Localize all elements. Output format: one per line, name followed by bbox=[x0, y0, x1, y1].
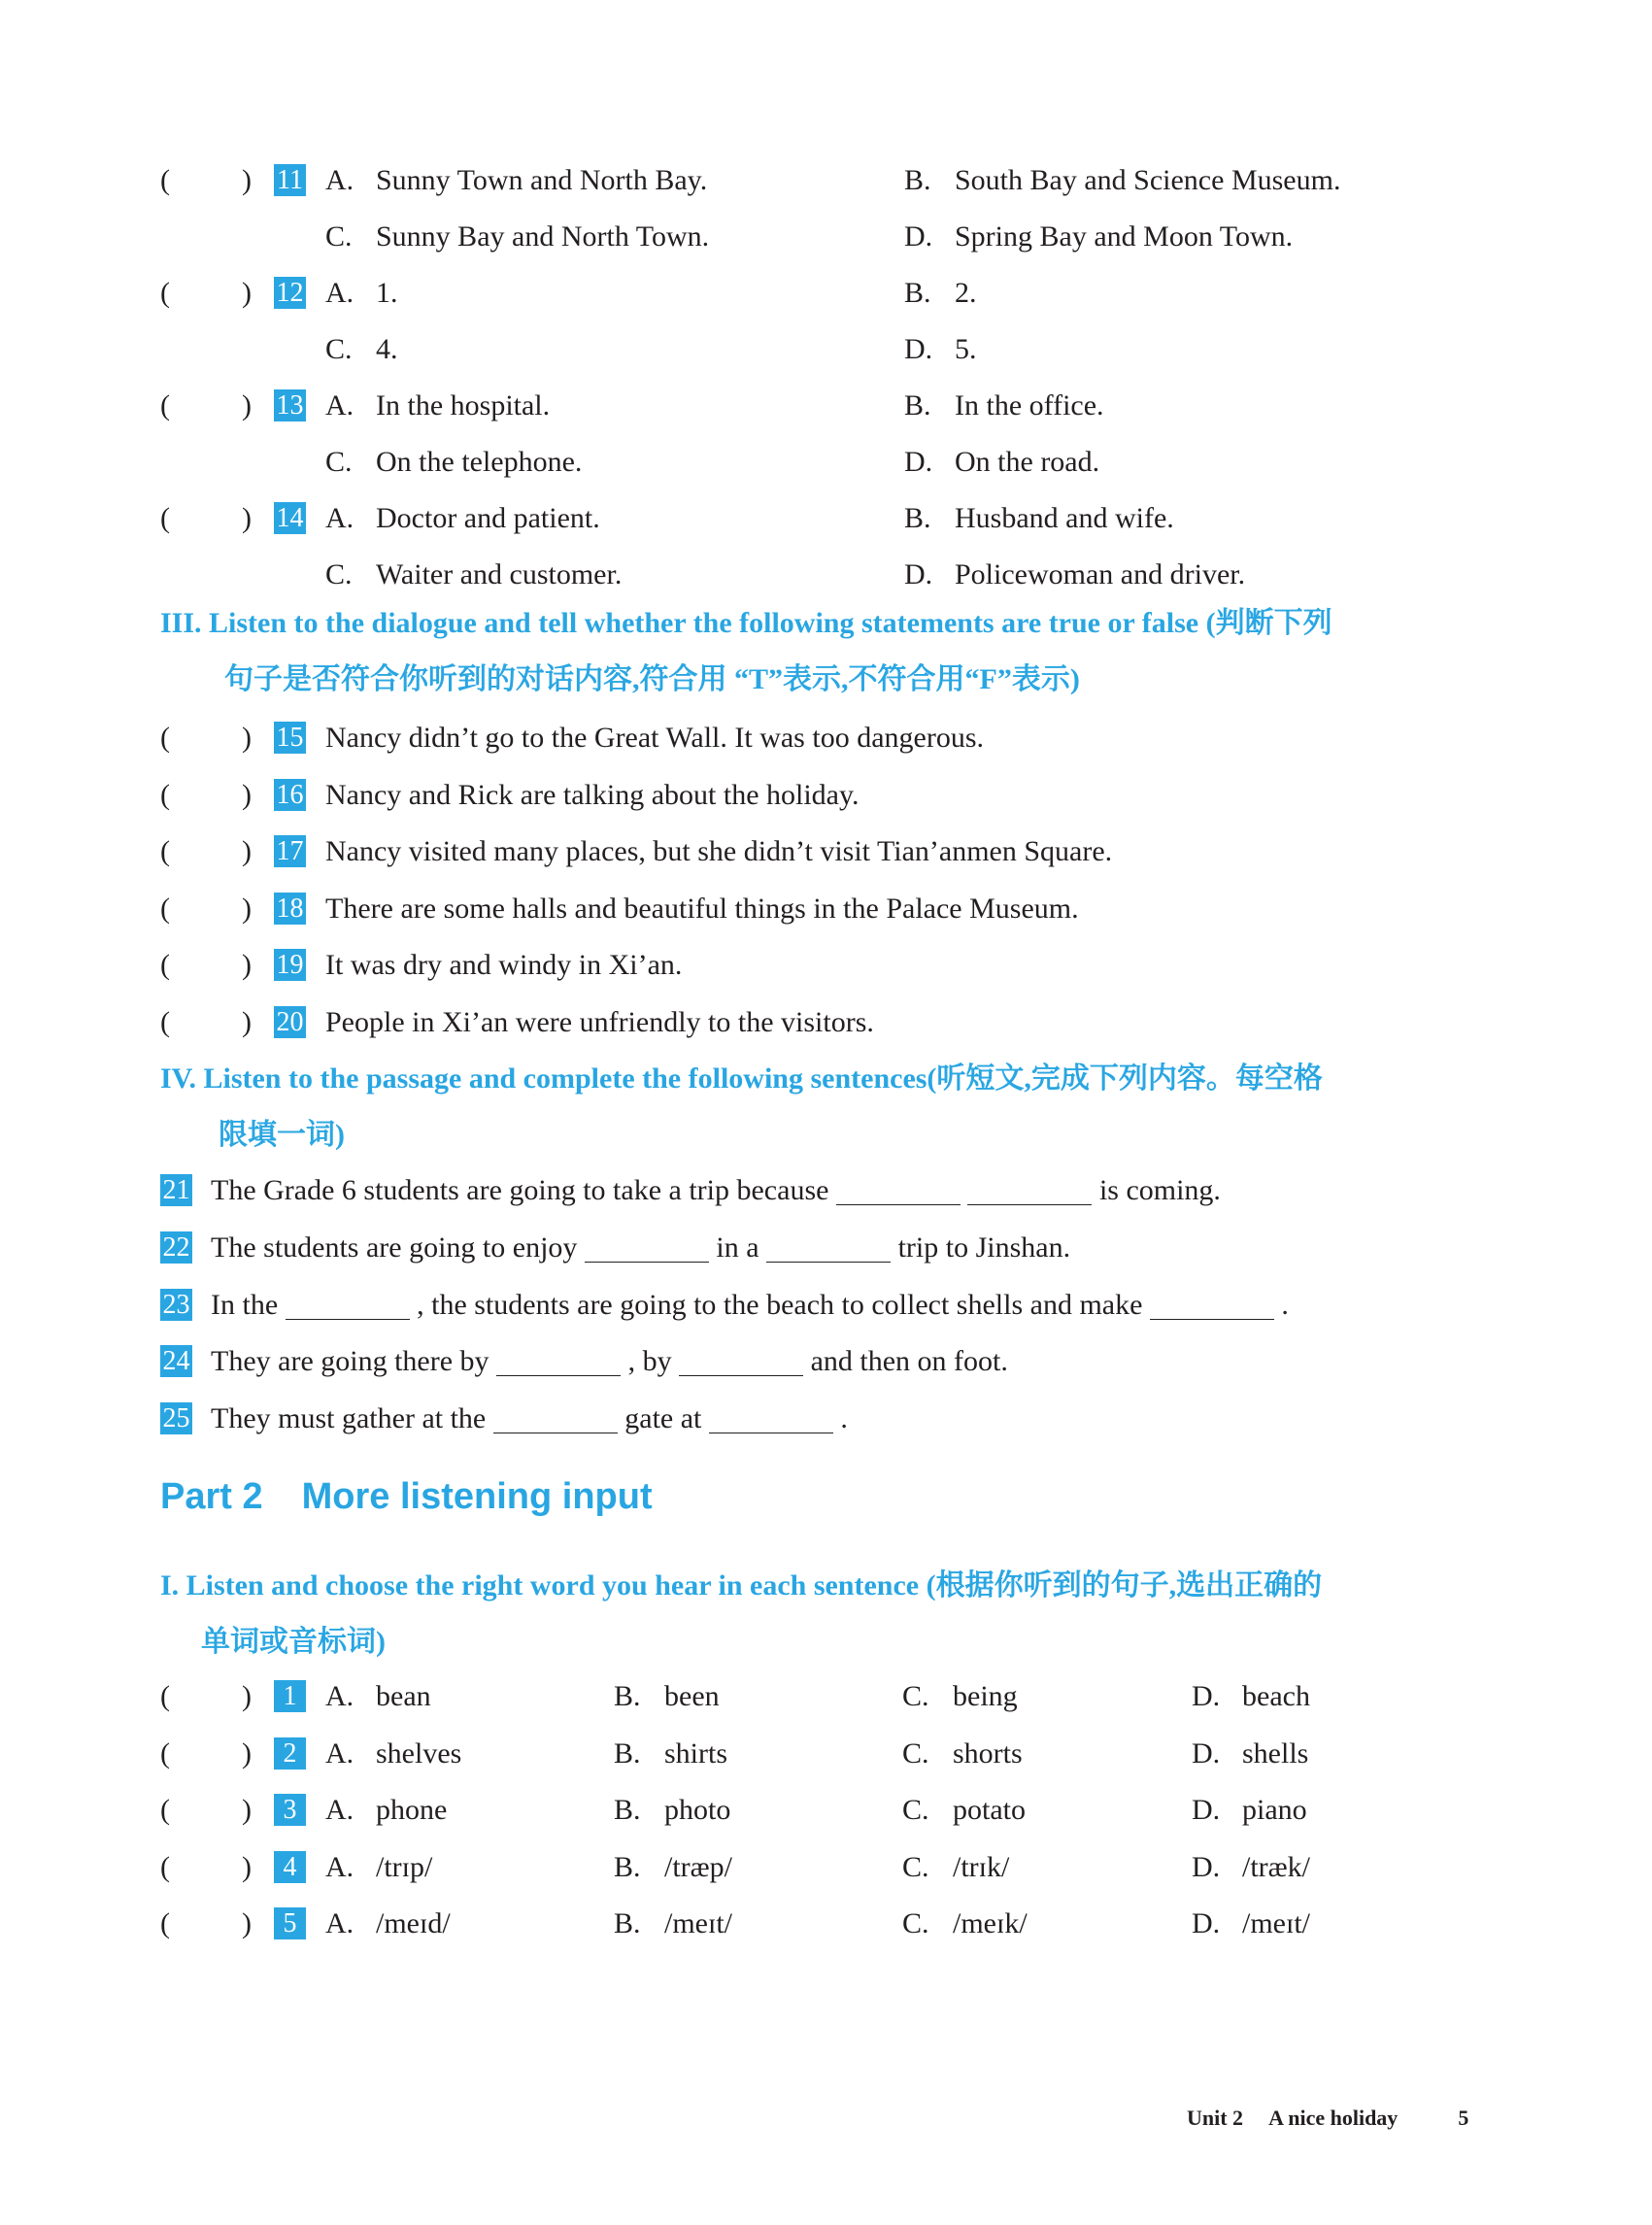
section-4-heading-line1: IV. Listen to the passage and complete the following sentences(听短文,完成下列内容。每空格 bbox=[160, 1062, 1323, 1095]
answer-blank[interactable] bbox=[585, 1232, 709, 1263]
option-letter: A. bbox=[325, 1907, 354, 1940]
option-letter: D. bbox=[1192, 1680, 1221, 1712]
option-c bbox=[902, 1791, 1026, 1830]
sentence-text: trip to Jinshan. bbox=[897, 1230, 1071, 1264]
answer-bracket-right: ) bbox=[242, 164, 252, 196]
sentence-row bbox=[160, 1171, 1423, 1210]
option-text: 4. bbox=[376, 333, 398, 365]
option-letter: C. bbox=[325, 333, 353, 365]
answer-bracket-left[interactable]: ( bbox=[160, 778, 170, 811]
answer-blank[interactable] bbox=[493, 1403, 618, 1433]
question-row-continued bbox=[160, 330, 1423, 369]
part2-section-1-heading bbox=[160, 1558, 1520, 1674]
option-d bbox=[1192, 1905, 1310, 1943]
question-row bbox=[160, 499, 1423, 538]
option-b bbox=[614, 1848, 732, 1887]
answer-bracket-left[interactable]: ( bbox=[160, 502, 170, 534]
statement-row bbox=[160, 776, 1423, 815]
statement-row bbox=[160, 1003, 1423, 1042]
answer-bracket-right: ) bbox=[242, 1006, 252, 1038]
option-letter: B. bbox=[904, 164, 931, 196]
option-letter: D. bbox=[904, 446, 933, 478]
answer-bracket-right: ) bbox=[242, 835, 252, 868]
answer-bracket-right: ) bbox=[242, 277, 252, 309]
option-c bbox=[325, 443, 582, 482]
option-text: On the telephone. bbox=[376, 446, 583, 478]
answer-bracket-left[interactable]: ( bbox=[160, 1680, 170, 1712]
option-d bbox=[1192, 1791, 1307, 1830]
question-number: 22 bbox=[160, 1231, 192, 1264]
question-number: 14 bbox=[274, 502, 306, 534]
option-letter: B. bbox=[904, 389, 931, 421]
option-text: /træp/ bbox=[664, 1850, 733, 1883]
statement-text: People in Xi’an were unfriendly to the visitors. bbox=[325, 1006, 874, 1038]
answer-bracket-right: ) bbox=[242, 1736, 252, 1770]
page-footer bbox=[1187, 2106, 1468, 2131]
option-a bbox=[325, 1735, 461, 1773]
statement-text: Nancy and Rick are talking about the holiday. bbox=[325, 778, 860, 811]
option-letter: A. bbox=[325, 502, 354, 534]
sentence-text: , by bbox=[627, 1345, 672, 1378]
question-number: 15 bbox=[274, 722, 306, 754]
answer-blank[interactable] bbox=[709, 1403, 833, 1433]
option-text: shelves bbox=[376, 1736, 462, 1770]
statement-row bbox=[160, 832, 1423, 871]
answer-bracket-right: ) bbox=[242, 1850, 252, 1883]
option-a bbox=[325, 1791, 447, 1830]
question-row-continued bbox=[160, 443, 1423, 482]
option-letter: B. bbox=[614, 1794, 641, 1827]
answer-bracket-right: ) bbox=[242, 1907, 252, 1940]
option-letter: C. bbox=[325, 558, 353, 590]
option-text: /træk/ bbox=[1242, 1850, 1311, 1883]
part-2-name: More listening input bbox=[301, 1476, 653, 1517]
sentence-text: . bbox=[840, 1402, 848, 1435]
question-number: 5 bbox=[274, 1907, 306, 1939]
answer-bracket-left[interactable]: ( bbox=[160, 835, 170, 868]
option-letter: B. bbox=[614, 1736, 641, 1770]
option-letter: D. bbox=[904, 220, 933, 253]
option-c bbox=[902, 1735, 1023, 1773]
option-text: Spring Bay and Moon Town. bbox=[955, 220, 1294, 253]
question-number: 23 bbox=[160, 1289, 192, 1321]
question-row bbox=[160, 1791, 1520, 1830]
question-number: 3 bbox=[274, 1794, 306, 1826]
option-letter: A. bbox=[325, 1850, 354, 1883]
option-text: photo bbox=[664, 1794, 731, 1827]
option-a bbox=[325, 1677, 431, 1716]
sentence-row bbox=[160, 1342, 1423, 1381]
sentence-row bbox=[160, 1399, 1423, 1438]
option-text: South Bay and Science Museum. bbox=[955, 164, 1341, 196]
option-a bbox=[325, 499, 600, 538]
option-letter: B. bbox=[904, 277, 931, 309]
answer-bracket-left[interactable]: ( bbox=[160, 1850, 170, 1883]
option-d bbox=[904, 218, 1293, 256]
option-letter: B. bbox=[614, 1680, 641, 1712]
option-text: shorts bbox=[953, 1736, 1023, 1770]
sentence-text: is coming. bbox=[1098, 1174, 1221, 1206]
option-b bbox=[904, 274, 977, 313]
option-b bbox=[614, 1677, 720, 1716]
part-2-title bbox=[160, 1476, 653, 1518]
section-3-heading-line2: 句子是否符合你听到的对话内容,符合用 “T”表示,不符合用“F”表示) bbox=[224, 663, 1080, 695]
question-row-continued bbox=[160, 218, 1423, 256]
option-text: /meɪk/ bbox=[953, 1907, 1028, 1940]
option-text: being bbox=[953, 1680, 1018, 1712]
option-b bbox=[904, 387, 1104, 425]
option-text: phone bbox=[376, 1794, 448, 1827]
option-d bbox=[1192, 1677, 1310, 1716]
answer-bracket-right: ) bbox=[242, 722, 252, 754]
question-number: 4 bbox=[274, 1851, 306, 1883]
part2-section-1-heading-line1: I. Listen and choose the right word you hear in each sentence (根据你听到的句子,选出正确的 bbox=[160, 1569, 1323, 1601]
answer-bracket-right: ) bbox=[242, 502, 252, 534]
option-letter: A. bbox=[325, 389, 354, 421]
option-text: Sunny Town and North Bay. bbox=[376, 164, 708, 196]
question-number: 1 bbox=[274, 1680, 306, 1712]
answer-bracket-left[interactable]: ( bbox=[160, 722, 170, 754]
section-4-heading-line2: 限填一词) bbox=[219, 1119, 345, 1151]
answer-bracket-right: ) bbox=[242, 1794, 252, 1827]
option-b bbox=[614, 1791, 730, 1830]
option-letter: D. bbox=[904, 558, 933, 590]
statement-row bbox=[160, 890, 1423, 928]
question-row bbox=[160, 1677, 1520, 1716]
option-c bbox=[902, 1677, 1018, 1716]
option-a bbox=[325, 274, 398, 313]
option-letter: A. bbox=[325, 164, 354, 196]
statement-row bbox=[160, 946, 1423, 985]
option-letter: A. bbox=[325, 1680, 354, 1712]
sentence bbox=[211, 1171, 1221, 1210]
sentence bbox=[211, 1399, 848, 1438]
statement-text: Nancy didn’t go to the Great Wall. It was too dangerous. bbox=[325, 722, 984, 754]
option-text: 5. bbox=[955, 333, 977, 365]
option-text: beach bbox=[1242, 1680, 1310, 1712]
sentence-text: , the students are going to the beach to collect shells and make bbox=[417, 1288, 1143, 1321]
part-2-label: Part 2 bbox=[160, 1476, 263, 1517]
option-letter: D. bbox=[1192, 1907, 1221, 1940]
option-text: On the road. bbox=[955, 446, 1100, 478]
footer-page-number: 5 bbox=[1458, 2106, 1469, 2130]
statement-text: There are some halls and beautiful things in the Palace Museum. bbox=[325, 892, 1079, 925]
option-c bbox=[325, 556, 622, 594]
option-a bbox=[325, 387, 550, 425]
option-text: shirts bbox=[664, 1736, 728, 1770]
statement-text: It was dry and windy in Xi’an. bbox=[325, 949, 683, 982]
question-number: 18 bbox=[274, 893, 306, 925]
answer-bracket-right: ) bbox=[242, 949, 252, 982]
option-letter: A. bbox=[325, 1794, 354, 1827]
answer-bracket-left[interactable]: ( bbox=[160, 949, 170, 982]
question-row bbox=[160, 1848, 1520, 1887]
question-row bbox=[160, 161, 1423, 200]
option-b bbox=[614, 1735, 727, 1773]
question-number: 21 bbox=[160, 1174, 192, 1206]
option-letter: B. bbox=[904, 502, 931, 534]
option-c bbox=[325, 218, 709, 256]
answer-blank[interactable] bbox=[766, 1232, 891, 1263]
sentence-text: in a bbox=[716, 1230, 759, 1264]
option-text: been bbox=[664, 1680, 720, 1712]
answer-bracket-left[interactable]: ( bbox=[160, 164, 170, 196]
answer-bracket-right: ) bbox=[242, 892, 252, 925]
question-row bbox=[160, 387, 1423, 425]
option-letter: C. bbox=[902, 1907, 929, 1940]
sentence-text: The students are going to enjoy bbox=[211, 1230, 578, 1264]
question-number: 19 bbox=[274, 949, 306, 981]
option-letter: C. bbox=[325, 220, 353, 253]
option-text: piano bbox=[1242, 1794, 1307, 1827]
statement-text: Nancy visited many places, but she didn’t visit Tian’anmen Square. bbox=[325, 835, 1113, 868]
option-letter: D. bbox=[1192, 1850, 1221, 1883]
answer-bracket-left[interactable]: ( bbox=[160, 389, 170, 421]
option-text: bean bbox=[376, 1680, 431, 1712]
option-text: Husband and wife. bbox=[955, 502, 1174, 534]
sentence-text: They are going there by bbox=[211, 1345, 489, 1378]
option-a bbox=[325, 1848, 432, 1887]
answer-blank[interactable] bbox=[286, 1290, 410, 1320]
option-text: 1. bbox=[376, 277, 398, 309]
option-letter: B. bbox=[614, 1907, 641, 1940]
question-number: 2 bbox=[274, 1737, 306, 1770]
sentence-row bbox=[160, 1229, 1423, 1267]
sentence-text: They must gather at the bbox=[211, 1402, 487, 1435]
question-number: 13 bbox=[274, 389, 306, 421]
answer-blank[interactable] bbox=[679, 1346, 803, 1376]
sentence-text: . bbox=[1281, 1288, 1289, 1321]
question-number: 17 bbox=[274, 835, 306, 867]
sentence bbox=[211, 1229, 1070, 1267]
answer-bracket-right: ) bbox=[242, 389, 252, 421]
question-number: 25 bbox=[160, 1402, 192, 1434]
option-text: /trɪk/ bbox=[953, 1850, 1010, 1883]
option-d bbox=[1192, 1735, 1308, 1773]
sentence-text: In the bbox=[211, 1288, 279, 1321]
sentence-text: gate at bbox=[624, 1402, 702, 1435]
answer-bracket-left[interactable]: ( bbox=[160, 1736, 170, 1770]
option-d bbox=[904, 330, 977, 369]
option-letter: C. bbox=[902, 1736, 929, 1770]
answer-bracket-left[interactable]: ( bbox=[160, 892, 170, 925]
option-a bbox=[325, 161, 707, 200]
option-letter: D. bbox=[904, 333, 933, 365]
sentence-text: and then on foot. bbox=[810, 1345, 1008, 1378]
section-4-heading bbox=[160, 1051, 1520, 1167]
option-letter: D. bbox=[1192, 1794, 1221, 1827]
answer-blank[interactable] bbox=[836, 1175, 961, 1205]
option-text: /trɪp/ bbox=[376, 1850, 433, 1883]
option-d bbox=[904, 556, 1245, 594]
option-text: /meɪt/ bbox=[664, 1907, 732, 1940]
option-text: shells bbox=[1242, 1736, 1309, 1770]
question-row bbox=[160, 1735, 1520, 1773]
option-letter: C. bbox=[902, 1794, 929, 1827]
section-3-heading bbox=[160, 595, 1520, 712]
option-letter: D. bbox=[1192, 1736, 1221, 1770]
answer-bracket-left[interactable]: ( bbox=[160, 1794, 170, 1827]
question-number: 11 bbox=[274, 164, 306, 196]
question-number: 20 bbox=[274, 1006, 306, 1038]
option-b bbox=[904, 499, 1174, 538]
option-text: potato bbox=[953, 1794, 1026, 1827]
option-a bbox=[325, 1905, 451, 1943]
option-b bbox=[614, 1905, 732, 1943]
option-text: Waiter and customer. bbox=[376, 558, 623, 590]
answer-blank[interactable] bbox=[496, 1346, 621, 1376]
sentence bbox=[211, 1286, 1289, 1325]
option-c bbox=[902, 1848, 1009, 1887]
answer-blank[interactable] bbox=[1150, 1290, 1274, 1320]
sentence-text: The Grade 6 students are going to take a trip because bbox=[211, 1174, 829, 1206]
option-text: Doctor and patient. bbox=[376, 502, 600, 534]
part2-section-1-heading-line2: 单词或音标词) bbox=[201, 1626, 386, 1658]
statement-row bbox=[160, 719, 1423, 758]
option-text: In the hospital. bbox=[376, 389, 551, 421]
answer-bracket-left[interactable]: ( bbox=[160, 1006, 170, 1038]
option-letter: C. bbox=[902, 1850, 929, 1883]
answer-bracket-left[interactable]: ( bbox=[160, 277, 170, 309]
option-letter: C. bbox=[325, 446, 353, 478]
option-text: Policewoman and driver. bbox=[955, 558, 1246, 590]
section-3-heading-line1: III. Listen to the dialogue and tell whether the following statements are true or false (判断下列 bbox=[160, 607, 1332, 639]
answer-blank[interactable] bbox=[967, 1175, 1092, 1205]
sentence bbox=[211, 1342, 1008, 1381]
answer-bracket-right: ) bbox=[242, 778, 252, 811]
option-d bbox=[1192, 1848, 1310, 1887]
question-row bbox=[160, 1905, 1520, 1943]
option-c bbox=[325, 330, 398, 369]
footer-unit: Unit 2 bbox=[1187, 2106, 1244, 2130]
option-text: /meɪd/ bbox=[376, 1907, 451, 1940]
option-text: In the office. bbox=[955, 389, 1104, 421]
sentence-row bbox=[160, 1286, 1423, 1325]
option-d bbox=[904, 443, 1099, 482]
footer-title: A nice holiday bbox=[1268, 2106, 1399, 2130]
option-letter: A. bbox=[325, 1736, 354, 1770]
question-row bbox=[160, 274, 1423, 313]
option-b bbox=[904, 161, 1340, 200]
option-letter: A. bbox=[325, 277, 354, 309]
answer-bracket-left[interactable]: ( bbox=[160, 1907, 170, 1940]
answer-bracket-right: ) bbox=[242, 1680, 252, 1712]
option-text: Sunny Bay and North Town. bbox=[376, 220, 710, 253]
question-number: 24 bbox=[160, 1345, 192, 1377]
question-number: 16 bbox=[274, 779, 306, 811]
option-c bbox=[902, 1905, 1028, 1943]
option-text: /meɪt/ bbox=[1242, 1907, 1310, 1940]
question-row-continued bbox=[160, 556, 1423, 594]
option-letter: C. bbox=[902, 1680, 929, 1712]
question-number: 12 bbox=[274, 277, 306, 309]
option-text: 2. bbox=[955, 277, 977, 309]
option-letter: B. bbox=[614, 1850, 641, 1883]
